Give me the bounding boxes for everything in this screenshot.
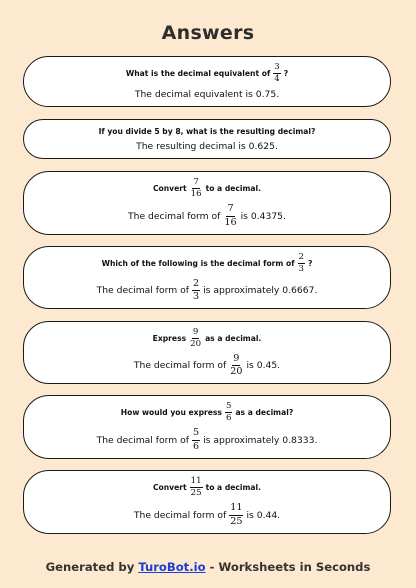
answer-fraction xyxy=(223,204,237,227)
question-fraction xyxy=(298,253,305,274)
answer-suffix: is approximately 0.8333. xyxy=(203,434,318,446)
answer-fraction xyxy=(192,428,200,451)
question-text xyxy=(153,477,261,498)
fraction-numerator: 11 xyxy=(229,503,243,515)
question-suffix: ? xyxy=(307,258,313,268)
fraction-denominator: 20 xyxy=(230,366,243,378)
answer-prefix: The decimal form of xyxy=(133,360,227,372)
fraction-denominator: 3 xyxy=(192,291,200,303)
footer-prefix: Generated by xyxy=(45,560,135,574)
fraction-denominator: 6 xyxy=(192,440,200,452)
answer-card-4 xyxy=(23,246,391,309)
question-suffix: ? xyxy=(283,69,289,78)
fraction-numerator: 5 xyxy=(225,402,232,413)
fraction-denominator: 25 xyxy=(230,515,243,527)
fraction-numerator: 7 xyxy=(192,178,199,189)
fraction-numerator: 2 xyxy=(192,279,200,291)
answer-fraction xyxy=(229,354,243,377)
answer-fraction xyxy=(192,279,200,302)
fraction-denominator: 4 xyxy=(274,74,280,84)
fraction-numerator: 5 xyxy=(192,428,200,440)
fraction-numerator: 9 xyxy=(232,354,240,366)
question-prefix: What is the decimal equivalent of xyxy=(125,69,271,78)
question-text xyxy=(153,328,262,349)
question-fraction xyxy=(225,402,232,423)
answer-prefix: The decimal form of xyxy=(96,434,189,446)
answer-prefix: The decimal form of xyxy=(96,285,189,297)
fraction-numerator: 2 xyxy=(298,253,305,264)
question-text xyxy=(121,402,293,423)
answer-card-6 xyxy=(23,395,391,459)
question-suffix: as a decimal? xyxy=(235,408,294,418)
fraction-denominator: 3 xyxy=(298,263,304,274)
turobot-link[interactable]: TuroBot.io xyxy=(138,560,206,574)
answer-card-7 xyxy=(23,470,391,534)
footer xyxy=(0,560,416,574)
fraction-denominator: 25 xyxy=(190,488,202,499)
answer-text xyxy=(97,279,318,302)
answer-suffix: is 0.45. xyxy=(246,360,281,372)
answer-text xyxy=(134,503,280,526)
answer-text xyxy=(128,204,286,227)
question-suffix: as a decimal. xyxy=(205,333,262,343)
answer-prefix: The decimal equivalent is 0.75. xyxy=(134,89,280,101)
answer-prefix: The decimal form of xyxy=(133,509,227,521)
question-prefix: Convert xyxy=(152,184,187,194)
question-suffix: to a decimal. xyxy=(205,483,262,493)
question-fraction xyxy=(190,477,203,498)
question-fraction xyxy=(189,328,202,349)
answer-text xyxy=(134,354,280,377)
question-prefix: If you divide 5 by 8, what is the resulting decimal? xyxy=(98,126,316,136)
answer-fraction xyxy=(229,503,243,526)
fraction-numerator: 11 xyxy=(190,477,203,488)
fraction-denominator: 16 xyxy=(224,216,237,228)
question-prefix: How would you express xyxy=(120,408,222,418)
footer-suffix: - Worksheets in Seconds xyxy=(209,560,371,574)
answer-card-3 xyxy=(23,171,391,235)
fraction-numerator: 7 xyxy=(226,204,234,216)
answer-card-2 xyxy=(23,119,391,159)
question-text xyxy=(102,253,313,274)
answer-suffix: is 0.44. xyxy=(246,509,281,521)
answer-suffix: is approximately 0.6667. xyxy=(203,285,318,297)
answer-text xyxy=(136,141,278,152)
fraction-numerator: 9 xyxy=(192,328,199,339)
fraction-numerator: 3 xyxy=(273,63,280,74)
answer-card-5 xyxy=(23,321,391,384)
fraction-denominator: 6 xyxy=(225,413,232,424)
question-prefix: Convert xyxy=(152,483,187,493)
question-fraction xyxy=(273,63,280,84)
answer-text xyxy=(97,428,318,451)
answer-suffix: is 0.4375. xyxy=(240,210,286,222)
fraction-denominator: 20 xyxy=(190,338,202,349)
question-prefix: Express xyxy=(152,333,187,343)
answer-prefix: The resulting decimal is 0.625. xyxy=(136,140,278,152)
question-suffix: to a decimal. xyxy=(205,184,262,194)
page-title: Answers xyxy=(161,22,255,44)
answer-card-1 xyxy=(23,56,391,107)
question-text xyxy=(126,63,288,84)
question-text xyxy=(153,178,261,199)
fraction-denominator: 16 xyxy=(190,189,202,200)
answer-prefix: The decimal form of xyxy=(128,210,221,222)
answer-text xyxy=(135,89,279,100)
question-prefix: Which of the following is the decimal form of xyxy=(101,258,295,268)
question-text xyxy=(99,127,316,136)
question-fraction xyxy=(190,178,203,199)
